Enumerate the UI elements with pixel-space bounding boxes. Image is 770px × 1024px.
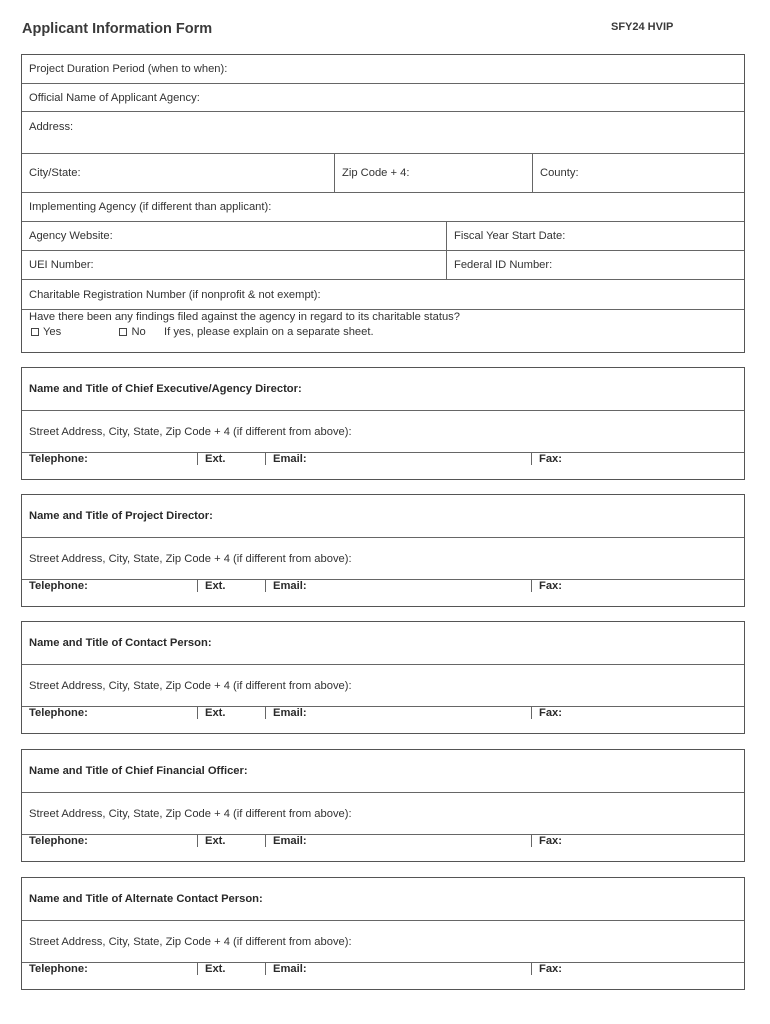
agency-website-field[interactable]: Agency Website: <box>29 230 113 242</box>
street-address-field[interactable]: Street Address, City, State, Zip Code + 4 (if different from above): <box>29 552 352 565</box>
contact-section-2 <box>21 494 745 607</box>
project-duration-field[interactable]: Project Duration Period (when to when): <box>29 63 228 75</box>
fax-field[interactable]: Fax: <box>531 835 744 847</box>
telephone-field[interactable]: Telephone: <box>29 835 88 847</box>
explain-note: If yes, please explain on a separate sheet. <box>164 326 374 338</box>
yes-checkbox[interactable] <box>31 328 39 336</box>
name-title-field[interactable]: Name and Title of Alternate Contact Person: <box>29 893 263 905</box>
ext-field[interactable]: Ext. <box>197 453 265 465</box>
page-title: Applicant Information Form <box>22 21 213 37</box>
uei-number-field[interactable]: UEI Number: <box>29 259 94 271</box>
name-title-field[interactable]: Name and Title of Contact Person: <box>29 637 212 649</box>
name-title-field[interactable]: Name and Title of Project Director: <box>29 510 213 522</box>
street-address-field[interactable]: Street Address, City, State, Zip Code + 4 (if different from above): <box>29 679 352 692</box>
ext-field[interactable]: Ext. <box>197 707 265 719</box>
name-title-field[interactable]: Name and Title of Chief Executive/Agency Director: <box>29 383 302 395</box>
charitable-registration-field[interactable]: Charitable Registration Number (if nonprofit & not exempt): <box>29 288 321 301</box>
ext-field[interactable]: Ext. <box>197 835 265 847</box>
email-field[interactable]: Email: <box>265 963 531 975</box>
contact-section-3 <box>21 621 745 734</box>
yes-label: Yes <box>43 326 62 338</box>
form-code: SFY24 HVIP <box>611 21 674 33</box>
ext-field[interactable]: Ext. <box>197 580 265 592</box>
contact-section-5 <box>21 877 745 990</box>
no-checkbox[interactable] <box>119 328 127 336</box>
email-field[interactable]: Email: <box>265 453 531 465</box>
email-field[interactable]: Email: <box>265 707 531 719</box>
no-label: No <box>131 326 146 338</box>
contact-section-1 <box>21 367 745 480</box>
street-address-field[interactable]: Street Address, City, State, Zip Code + 4 (if different from above): <box>29 425 352 438</box>
name-title-field[interactable]: Name and Title of Chief Financial Officer: <box>29 765 248 777</box>
agency-info-section <box>21 54 745 353</box>
fax-field[interactable]: Fax: <box>531 580 744 592</box>
telephone-field[interactable]: Telephone: <box>29 453 88 465</box>
implementing-agency-field[interactable]: Implementing Agency (if different than applicant): <box>29 201 272 213</box>
county-field[interactable]: County: <box>532 154 744 192</box>
official-name-field[interactable]: Official Name of Applicant Agency: <box>29 91 200 104</box>
fiscal-year-start-field[interactable]: Fiscal Year Start Date: <box>446 222 744 250</box>
zip-code-field[interactable]: Zip Code + 4: <box>334 154 532 192</box>
charitable-findings-question: Have there been any findings filed against the agency in regard to its charitable status? Yes No If yes, please explain on a separate sheet. <box>29 311 460 338</box>
telephone-field[interactable]: Telephone: <box>29 580 88 592</box>
contact-section-4 <box>21 749 745 862</box>
street-address-field[interactable]: Street Address, City, State, Zip Code + 4 (if different from above): <box>29 807 352 820</box>
fax-field[interactable]: Fax: <box>531 963 744 975</box>
street-address-field[interactable]: Street Address, City, State, Zip Code + 4 (if different from above): <box>29 935 352 948</box>
fax-field[interactable]: Fax: <box>531 453 744 465</box>
telephone-field[interactable]: Telephone: <box>29 707 88 719</box>
city-state-field[interactable]: City/State: <box>29 167 81 179</box>
email-field[interactable]: Email: <box>265 835 531 847</box>
fax-field[interactable]: Fax: <box>531 707 744 719</box>
federal-id-field[interactable]: Federal ID Number: <box>446 251 744 279</box>
telephone-field[interactable]: Telephone: <box>29 963 88 975</box>
email-field[interactable]: Email: <box>265 580 531 592</box>
ext-field[interactable]: Ext. <box>197 963 265 975</box>
address-field[interactable]: Address: <box>29 121 74 133</box>
